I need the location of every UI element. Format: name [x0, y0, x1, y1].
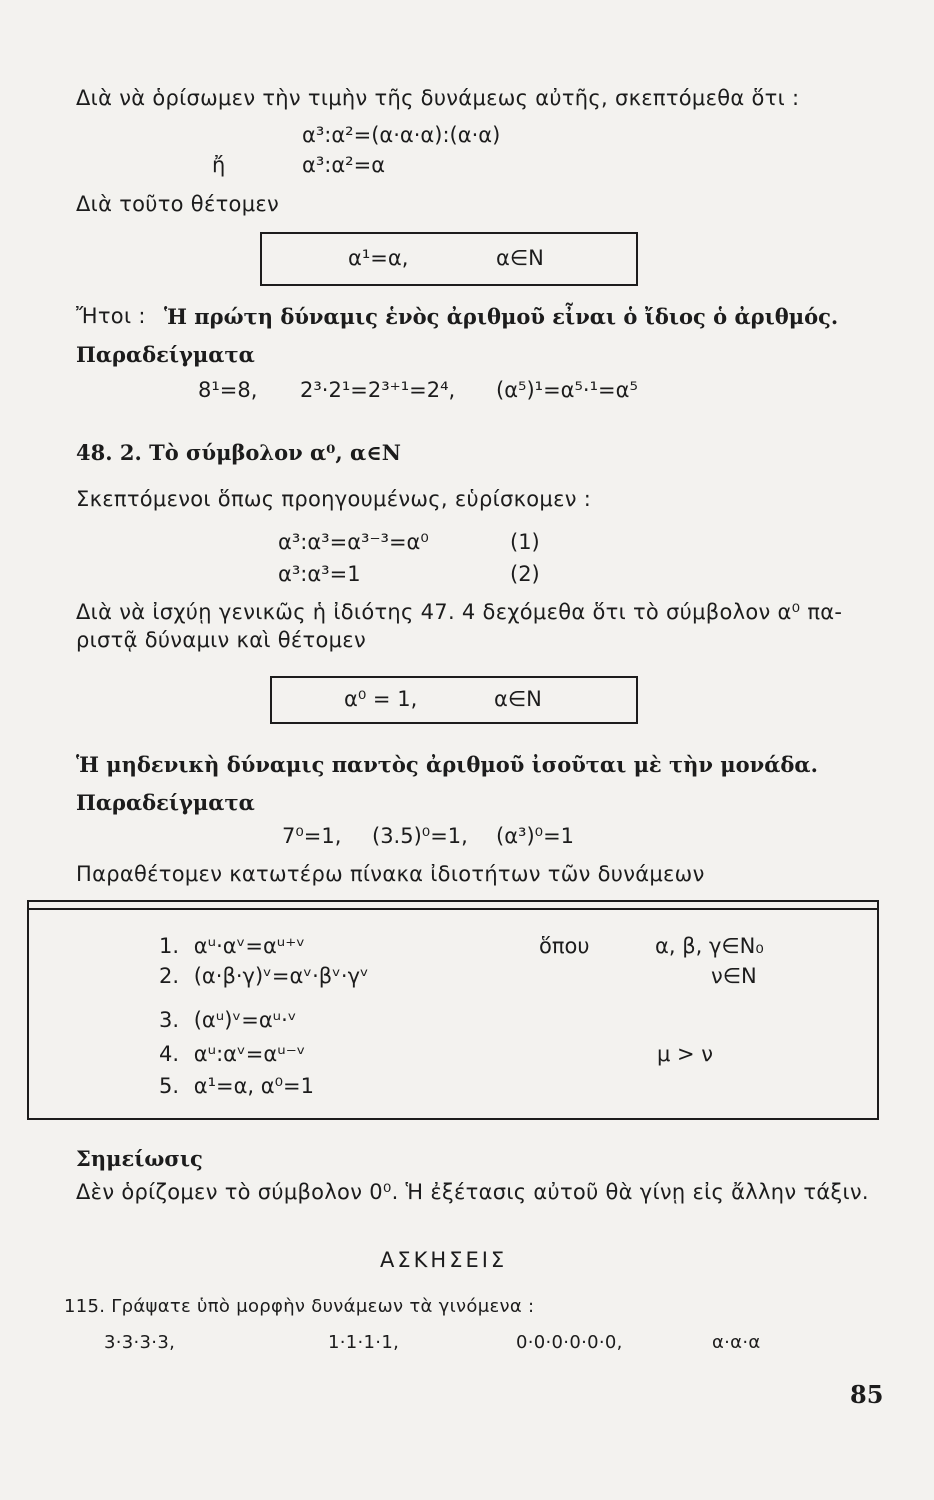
condition-2: ν∈N	[711, 964, 757, 988]
exercise-115: 115. Γράψατε ὑπὸ μορφὴν δυνάμεων τὰ γινόμενα :	[64, 1296, 535, 1317]
condition-3: μ > ν	[657, 1042, 714, 1066]
examples-label-2: Παραδείγματα	[76, 790, 255, 815]
property-formula: (αᵘ)ᵛ=αᵘ·ᵛ	[193, 1008, 297, 1032]
table-top-rule-2	[27, 908, 879, 910]
example2-c: (α³)⁰=1	[496, 824, 575, 848]
exercise-item-1: 3·3·3·3,	[104, 1332, 176, 1353]
equation-2: α³:α²=α	[302, 153, 386, 177]
thinking-text: Σκεπτόμενοι ὅπως προηγουμένως, εὑρίσκομεν :	[76, 487, 592, 511]
condition-1: α, β, γ∈N₀	[655, 934, 764, 958]
example2-b: (3.5)⁰=1,	[372, 824, 468, 848]
property-num: 4.	[159, 1042, 180, 1066]
statement1-prefix: Ἤτοι :	[76, 304, 146, 328]
definition-box-2	[270, 676, 638, 724]
page-number: 85	[850, 1380, 884, 1409]
statement2: Ἡ μηδενικὴ δύναμις παντὸς ἀριθμοῦ ἰσοῦται μὲ τὴν μονάδα.	[76, 752, 818, 777]
exercise-item-2: 1·1·1·1,	[328, 1332, 400, 1353]
example1-a: 8¹=8,	[198, 378, 258, 402]
property-formula: α¹=α, α⁰=1	[193, 1074, 315, 1098]
intro-text: Διὰ νὰ ὁρίσωμεν τὴν τιμὴν τῆς δυνάμεως αὐτῆς, σκεπτόμεθα ὅτι :	[76, 86, 800, 110]
exercise-item-3: 0·0·0·0·0·0,	[516, 1332, 623, 1353]
box2-domain: α∈N	[494, 687, 542, 711]
definition-box-1	[260, 232, 638, 286]
equation-4: α³:α³=1	[278, 562, 361, 586]
equation-3: α³:α³=α³⁻³=α⁰	[278, 530, 429, 554]
note-label: Σημείωσις	[76, 1146, 203, 1171]
table-top-rule	[27, 900, 879, 902]
section-heading: 48. 2. Τὸ σύμβολον α⁰, α∈N	[76, 440, 401, 465]
or-word: ἤ	[212, 153, 226, 177]
property-formula: (α·β·γ)ᵛ=αᵛ·βᵛ·γᵛ	[193, 964, 369, 988]
property-row-4	[159, 1042, 306, 1066]
property-num: 2.	[159, 964, 180, 988]
properties-table	[27, 900, 879, 1120]
generalize-line-1: Διὰ νὰ ἰσχύῃ γενικῶς ἡ ἰδιότης 47. 4 δεχόμεθα ὅτι τὸ σύμβολον α⁰ πα-	[76, 600, 843, 624]
note-text: Δὲν ὁρίζομεν τὸ σύμβολον 0⁰. Ἡ ἐξέτασις αὐτοῦ θὰ γίνῃ εἰς ἄλλην τάξιν.	[76, 1180, 869, 1204]
generalize-line-2: ριστᾷ δύναμιν καὶ θέτομεν	[76, 628, 366, 652]
table-intro: Παραθέτομεν κατωτέρω πίνακα ἰδιοτήτων τῶν δυνάμεων	[76, 862, 705, 886]
property-num: 1.	[159, 934, 180, 958]
exercise-item-4: α·α·α	[712, 1332, 761, 1353]
box2-formula: α⁰ = 1,	[344, 687, 418, 711]
examples-label-1: Παραδείγματα	[76, 342, 255, 367]
where-word: ὅπου	[539, 934, 590, 958]
property-row-2	[159, 964, 369, 988]
box1-domain: α∈N	[496, 246, 544, 270]
example1-c: (α⁵)¹=α⁵·¹=α⁵	[496, 378, 638, 402]
therefore-text: Διὰ τοῦτο θέτομεν	[76, 192, 280, 216]
box1-formula: α¹=α,	[348, 246, 409, 270]
property-row-3	[159, 1008, 297, 1032]
statement1: Ἡ πρώτη δύναμις ἑνὸς ἀριθμοῦ εἶναι ὁ ἴδιος ὁ ἀριθμός.	[164, 304, 839, 329]
table-bottom-rule	[27, 1118, 879, 1120]
example1-b: 2³·2¹=2³⁺¹=2⁴,	[300, 378, 456, 402]
property-num: 3.	[159, 1008, 180, 1032]
property-num: 5.	[159, 1074, 180, 1098]
equation-1: α³:α²=(α·α·α):(α·α)	[302, 123, 501, 147]
exercises-heading: ΑΣΚΗΣΕΙΣ	[380, 1248, 508, 1272]
property-row-1	[159, 934, 305, 958]
property-row-5	[159, 1074, 314, 1098]
property-formula: αᵘ·αᵛ=αᵘ⁺ᵛ	[193, 934, 306, 958]
equation-4-label: (2)	[510, 562, 540, 586]
property-formula: αᵘ:αᵛ=αᵘ⁻ᵛ	[193, 1042, 306, 1066]
example2-a: 7⁰=1,	[282, 824, 342, 848]
equation-3-label: (1)	[510, 530, 540, 554]
